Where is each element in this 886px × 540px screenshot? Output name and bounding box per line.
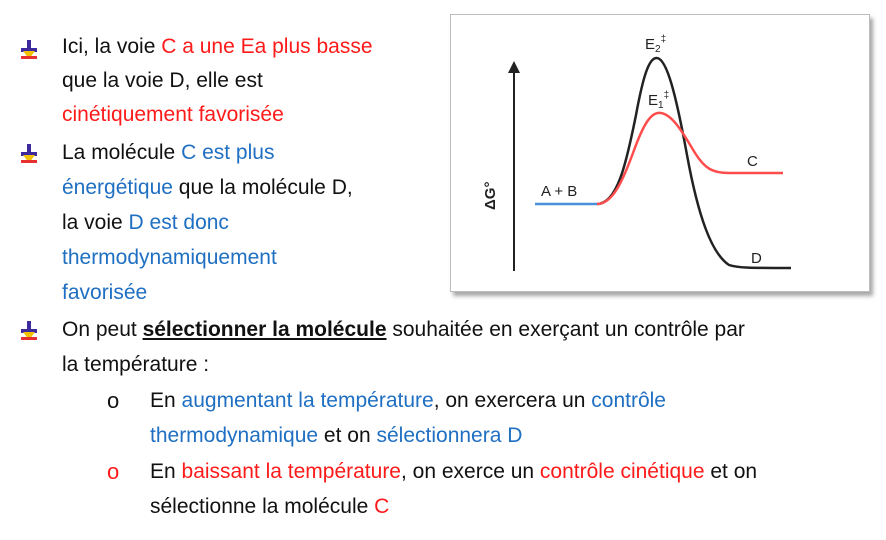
- text-run: contrôle: [591, 389, 666, 412]
- sub-bullet-1-line-2: [150, 421, 522, 451]
- text-run: la température :: [62, 353, 210, 376]
- sub-bullet-2-line-1: [150, 457, 757, 487]
- bullet-2-line-4: [62, 243, 277, 273]
- text-run: C: [374, 495, 390, 518]
- text-run: thermodynamique: [150, 424, 319, 447]
- y-axis-arrow-icon: [508, 61, 520, 73]
- bullet-1-line-2: [62, 66, 263, 96]
- text-run: sélectionne la molécule: [150, 495, 375, 518]
- text-run: C a une Ea plus basse: [161, 35, 373, 58]
- text-run: Ici, la voie: [62, 35, 162, 58]
- arrow-bullet-icon: [18, 39, 40, 61]
- sub-bullet-marker: o: [107, 388, 120, 413]
- bullet-1-line-1: [62, 32, 373, 62]
- text-run: ‡: [660, 34, 667, 45]
- text-run: En: [150, 460, 182, 483]
- text-run: augmentant la température: [181, 389, 434, 412]
- text-run: que la molécule D,: [172, 176, 353, 199]
- text-run: thermodynamiquement: [62, 246, 277, 269]
- sub-bullet-marker: o: [107, 459, 120, 484]
- bullet-2-line-3: [62, 208, 229, 238]
- arrow-bullet-icon: [18, 143, 40, 165]
- text-run: que la voie D, elle est: [62, 69, 263, 92]
- text-run: la voie: [62, 211, 129, 234]
- text-run: cinétiquement favorisée: [62, 103, 284, 126]
- bullet-2-line-1: [62, 138, 274, 168]
- text-run: En: [150, 389, 182, 412]
- text-run: C est plus: [181, 141, 275, 164]
- sub-bullet-1-line-1: [150, 386, 666, 416]
- ts1-label: [648, 90, 669, 111]
- text-run: On peut: [62, 318, 143, 341]
- bullet-3-line-2: [62, 350, 209, 380]
- text-run: , on exerce un: [401, 460, 540, 483]
- text-run: baissant la température: [181, 460, 401, 483]
- bullet-1-line-3: [62, 100, 284, 130]
- ts2-label: [645, 34, 666, 55]
- energy-profile-svg: [451, 15, 869, 291]
- text-run: souhaitée en exerçant un contrôle par: [386, 318, 745, 341]
- text-run: La molécule: [62, 141, 182, 164]
- energy-profile-diagram: [450, 14, 870, 292]
- text-run: ‡: [663, 90, 670, 101]
- arrow-bullet-icon: [18, 320, 40, 342]
- text-run: contrôle cinétique: [539, 460, 705, 483]
- text-run: énergétique: [62, 176, 173, 199]
- text-run: D est donc: [128, 211, 229, 234]
- text-run: sélectionner la molécule: [142, 318, 387, 341]
- bullet-3-line-1: [62, 315, 745, 345]
- bullet-2-line-5: [62, 278, 147, 308]
- product-d-label: D: [751, 250, 762, 267]
- text-run: et on: [318, 424, 377, 447]
- text-run: sélectionnera D: [376, 424, 523, 447]
- reactants-label: A + B: [541, 183, 578, 200]
- bullet-2-line-2: [62, 173, 353, 203]
- y-axis-label: ΔG°: [482, 181, 499, 210]
- text-run: , on exercera un: [433, 389, 592, 412]
- text-run: favorisée: [62, 281, 148, 304]
- sub-bullet-2-line-2: [150, 492, 389, 522]
- product-c-label: C: [747, 153, 758, 170]
- reaction-path-d: [597, 58, 791, 268]
- text-run: E: [648, 92, 659, 109]
- text-run: E: [645, 36, 656, 53]
- text-run: et on: [704, 460, 758, 483]
- text-run: 2: [655, 44, 661, 55]
- text-run: 1: [658, 100, 664, 111]
